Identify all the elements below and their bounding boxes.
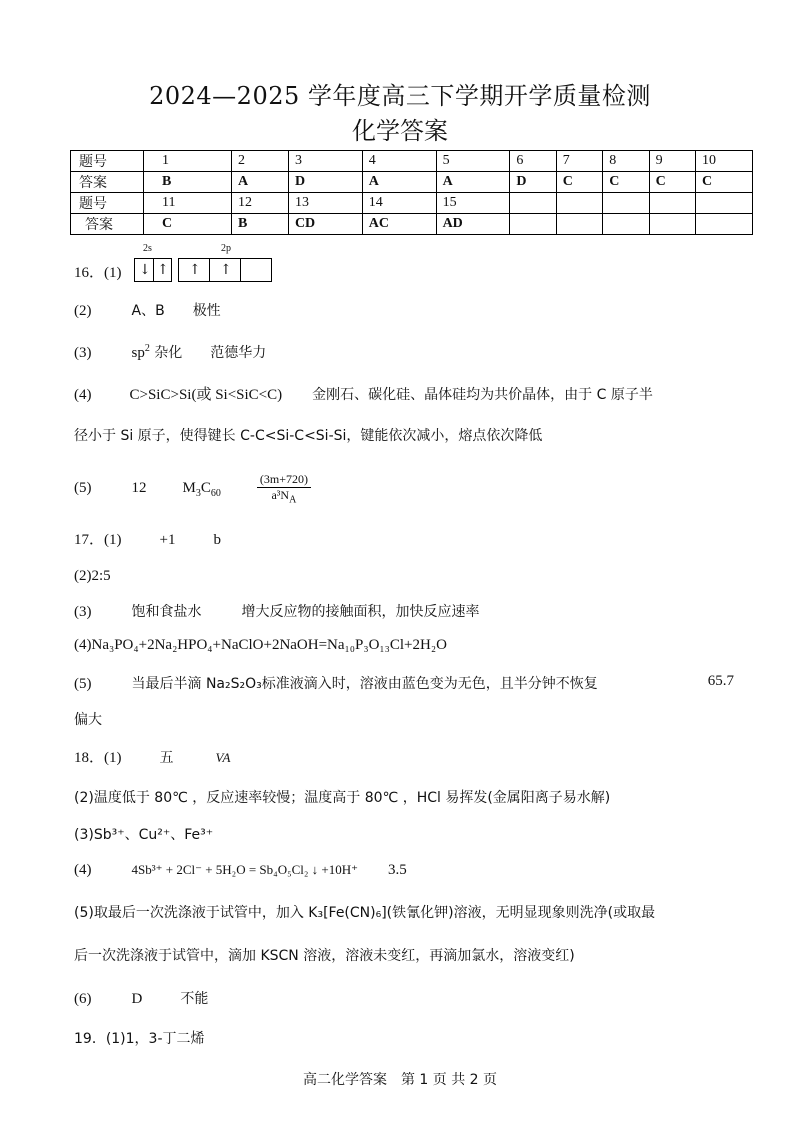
table-cell [603,193,649,214]
table-cell [510,193,556,214]
table-cell: 3 [288,151,362,172]
table-cell [696,214,753,235]
page-footer: 高二化学答案 第 1 页 共 2 页 [302,1072,498,1088]
orbital-cell [241,259,271,281]
page-title: 2024—2025 学年度高三下学期开学质量检测 [149,82,651,110]
table-cell: 8 [603,151,649,172]
q18-part1: 18．(1) 五 VA [74,750,231,766]
answer-row [71,214,753,235]
q18-part5-cont: 后一次洗涤液于试管中，滴加 KSCN 溶液，溶液未变红，再滴加氯水，溶液变红) [74,948,575,964]
row-label: 答案 [71,214,144,235]
table-cell: C [649,172,695,193]
spin-up-arrow-icon: ↑ [157,262,169,278]
row-label: 题号 [71,193,144,214]
table-cell [696,193,753,214]
table-cell: 2 [232,151,289,172]
table-cell [649,193,695,214]
table-cell: A [436,172,510,193]
q16-part4-cont: 径小于 Si 原子，使得键长 C-C<Si-C<Si-Si，键能依次减小，熔点依次降低 [74,428,543,444]
table-cell: 11 [144,193,232,214]
table-cell: 15 [436,193,510,214]
q17-part5-cont: 偏大 [74,712,102,728]
table-cell: 13 [288,193,362,214]
answer-row [71,172,753,193]
table-cell: C [144,214,232,235]
page-subtitle: 化学答案 [352,117,448,145]
q16-part2: (2) A、B 极性 [74,303,221,319]
table-cell: D [288,172,362,193]
table-cell [649,214,695,235]
table-cell: AD [436,214,510,235]
q16-part5: (5) 12 $M_3C_{60}$ $\frac{(3m+720)}{a^3N_A}$ [74,472,311,505]
table-cell: 9 [649,151,695,172]
orbital-cell [210,259,241,281]
table-cell: 7 [556,151,602,172]
spin-down-arrow-icon: ↓ [139,262,151,278]
q19-part1: 19．(1)1，3-丁二烯 [74,1031,205,1047]
q18-part4: (4) 4Sb³⁺ + 2Cl⁻ + 5H₂O = Sb₄O₅Cl₂ ↓ +10H⁺ 3.5 [74,862,407,878]
table-cell: C [556,172,602,193]
table-cell: A [362,172,436,193]
table-cell [556,214,602,235]
q18-part6: (6) D 不能 [74,991,209,1007]
table-cell: B [232,214,289,235]
q16-part1-label: 16．(1) [74,265,122,281]
orbital-box-2p [178,258,272,282]
orbital-2s-label: 2s [143,243,152,254]
question-number-row [71,151,753,172]
q18-part5: (5)取最后一次洗涤液于试管中，加入 K₃[Fe(CN)₆](铁氰化钾)溶液，无明显现象则洗净(或取最 [74,905,656,921]
q17-part4: (4)Na₃PO₄+2Na₂HPO₄+NaClO+2NaOH=Na₁₀P₃O₁₃Cl+2H₂O [74,637,447,653]
row-label: 答案 [71,172,144,193]
table-cell: A [232,172,289,193]
table-cell [603,214,649,235]
spin-up-arrow-icon: ↑ [220,262,232,278]
orbital-box-2s [134,258,172,282]
q16-part4: (4) C>SiC>Si(或 Si<SiC<C) 金刚石、碳化硅、晶体硅均为共价晶体，由于 C 原子半 [74,387,653,403]
table-cell: 14 [362,193,436,214]
table-cell: CD [288,214,362,235]
orbital-cell [135,259,154,281]
table-cell: 1 [144,151,232,172]
orbital-cell [153,259,171,281]
table-cell: 10 [696,151,753,172]
table-cell: 12 [232,193,289,214]
table-cell [556,193,602,214]
table-cell [510,214,556,235]
orbital-2p-label: 2p [221,243,231,254]
q18-part3: (3)Sb³⁺、Cu²⁺、Fe³⁺ [74,827,214,843]
table-cell: AC [362,214,436,235]
table-cell: 4 [362,151,436,172]
q17-part5: (5) 当最后半滴 Na₂S₂O₃标准液滴入时，溶液由蓝色变为无色，且半分钟不恢复 65.7 [74,673,734,692]
answer-table [70,150,753,235]
q17-part3: (3) 饱和食盐水 增大反应物的接触面积，加快反应速率 [74,604,480,620]
q16-part3: (3) $sp^2$ 杂化 范德华力 [74,343,267,361]
table-cell: C [603,172,649,193]
spin-up-arrow-icon: ↑ [189,262,201,278]
q17-part2: (2)2:5 [74,568,111,584]
table-cell: 6 [510,151,556,172]
table-cell: 5 [436,151,510,172]
orbital-cell [179,259,210,281]
row-label: 题号 [71,151,144,172]
table-cell: D [510,172,556,193]
density-fraction: $\frac{(3m+720)}{a^3N_A}$ [257,472,311,505]
q17-part1: 17．(1) +1 b [74,532,221,548]
table-cell: C [696,172,753,193]
question-number-row [71,193,753,214]
q18-part2: (2)温度低于 80℃ ，反应速率较慢；温度高于 80℃ ，HCl 易挥发(金属阳离子易水解) [74,790,611,806]
table-cell: B [144,172,232,193]
